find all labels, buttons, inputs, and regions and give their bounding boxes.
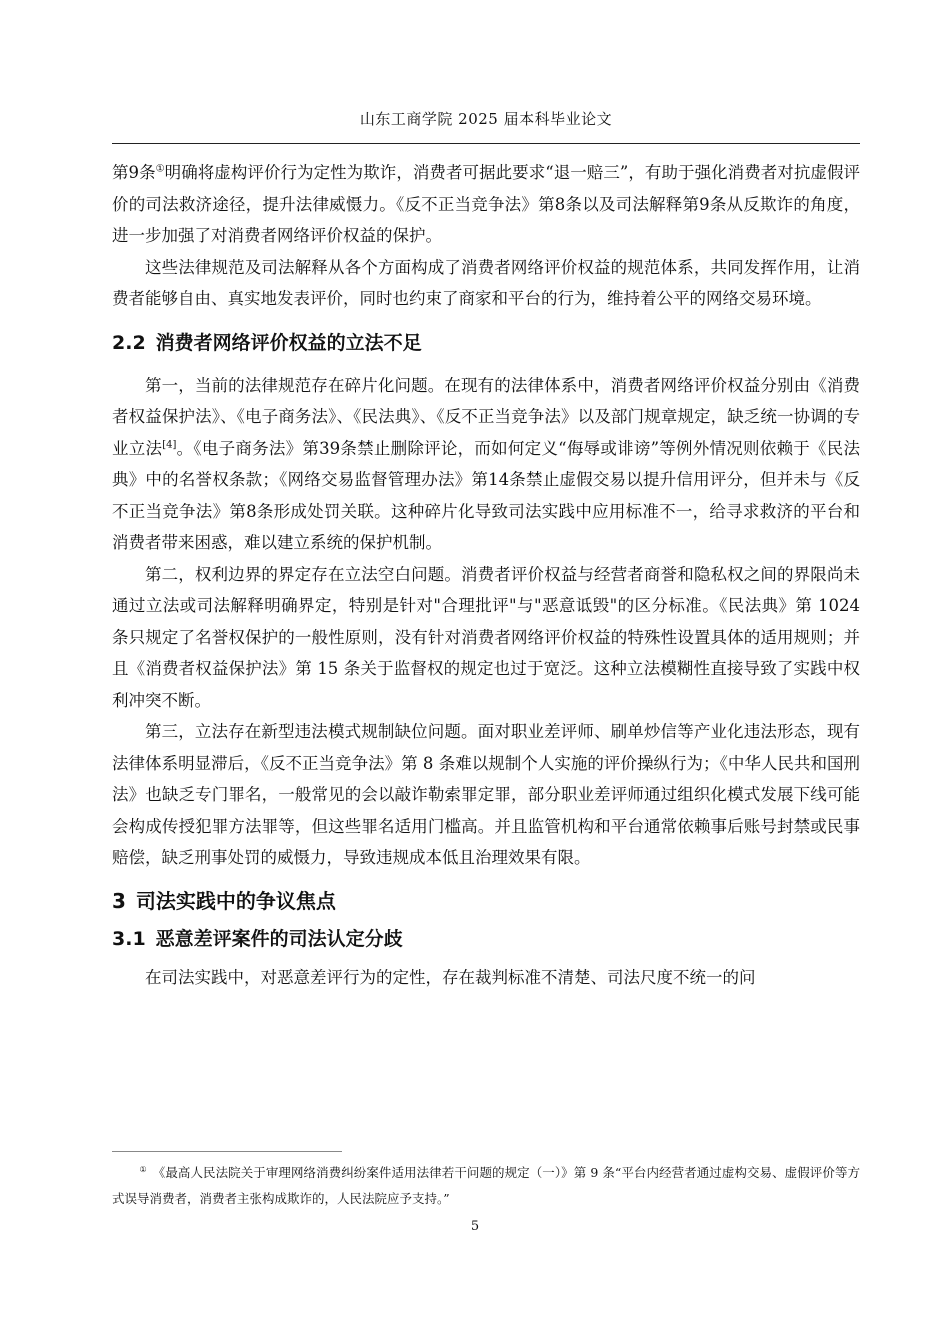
paragraph-1-text-a: 第9条 (112, 163, 156, 182)
footnote-divider (112, 1151, 342, 1152)
paragraph-2: 这些法律规范及司法解释从各个方面构成了消费者网络评价权益的规范体系，共同发挥作用，让消费者能够自由、真实地发表评价，同时也约束了商家和平台的行为，维持着公平的网络交易环境。 (112, 257, 860, 308)
section-heading-3 (112, 886, 860, 916)
citation-ref[interactable]: [4] (162, 439, 177, 450)
section-heading-3-1 (112, 924, 860, 954)
section-title: 消费者网络评价权益的立法不足 (155, 331, 422, 354)
paragraph-1-text-b: 明确将虚构评价行为定性为欺诈，消费者可据此要求“退一赔三”，有助于强化消费者对抗虚假评价的司法救济途径，提升法律威慑力。《反不正当竞争法》第8条以及司法解释第9条从反欺诈的角度，进一步加强了对消费者网络评价权益的保护。 (112, 163, 860, 245)
section-title: 司法实践中的争议焦点 (135, 888, 336, 913)
paragraph-6: 在司法实践中，对恶意差评行为的定性，存在裁判标准不清楚、司法尺度不统一的问 (145, 967, 756, 987)
header-divider (112, 143, 860, 144)
page-body (112, 157, 860, 993)
section-title: 恶意差评案件的司法认定分歧 (155, 927, 403, 950)
section-heading-2-2 (112, 328, 860, 358)
paragraph-3-text-a: 第一，当前的法律规范存在碎片化问题。在现有的法律体系中，消费者网络评价权益分别由《消费者权益保护法》、《电子商务法》、《民法典》、《反不正当竞争法》以及部门规章规定，缺乏统一协调的专业立法 (112, 375, 860, 458)
footnote-marker[interactable]: ① (155, 163, 165, 175)
paragraph-5: 第三，立法存在新型违法模式规制缺位问题。面对职业差评师、刷单炒信等产业化违法形态，现有法律体系明显滞后，《反不正当竞争法》第 8 条难以规制个人实施的评价操纵行为；《中华人民共和国刑法》也缺乏专门罪名，一般常见的会以敲诈勒索罪定罪，部分职业差评师通过组织化模式发展下线可能会构成传授犯罪方法罪等，但这些罪名适用门槛高。并且监管机构和平台通常依赖事后账号封禁或民事赔偿，缺乏刑事处罚的威慑力，导致违规成本低且治理效果有限。 (112, 722, 860, 867)
paragraph-3-text-b: 。《电子商务法》第39条禁止删除评论，而如何定义“侮辱或诽谤”等例外情况则依赖于《民法典》中的名誉权条款；《网络交易监督管理办法》第14条禁止虚假交易以提升信用评分，但并未与《反不正当竞争法》第8条形成处罚关联。这种碎片化导致司法实践中应用标准不一，给寻求救济的平台和消费者带来困惑，难以建立系统的保护机制。 (112, 438, 860, 552)
paragraph-4: 第二，权利边界的界定存在立法空白问题。消费者评价权益与经营者商誉和隐私权之间的界限尚未通过立法或司法解释明确界定，特别是针对"合理批评"与"恶意诋毁"的区分标准。《民法典》第 1024 条只规定了名誉权保护的一般性原则，没有针对消费者网络评价权益的特殊性设置具体的适用规则；并且《消费者权益保护法》第 15 条关于监督权的规定也过于宽泛。这种立法模糊性直接导致了实践中权利冲突不断。 (112, 564, 860, 710)
section-number: 3 (112, 888, 126, 913)
page-number: 5 (470, 1219, 480, 1234)
section-number: 3.1 (112, 927, 146, 950)
footnote (112, 1160, 860, 1212)
footnote-text: 《最高人民法院关于审理网络消费纠纷案件适用法律若干问题的规定（一）》第 9 条“平台内经营者通过虚构交易、虚假评价等方式误导消费者，消费者主张构成欺诈的，人民法院应予支持。” (112, 1165, 861, 1206)
footnote-number: ① (139, 1164, 147, 1174)
section-number: 2.2 (112, 331, 146, 354)
page-header: 山东工商学院 2025 届本科毕业论文 (359, 110, 613, 128)
paragraph-1 (112, 157, 860, 252)
paragraph-3 (112, 370, 860, 559)
